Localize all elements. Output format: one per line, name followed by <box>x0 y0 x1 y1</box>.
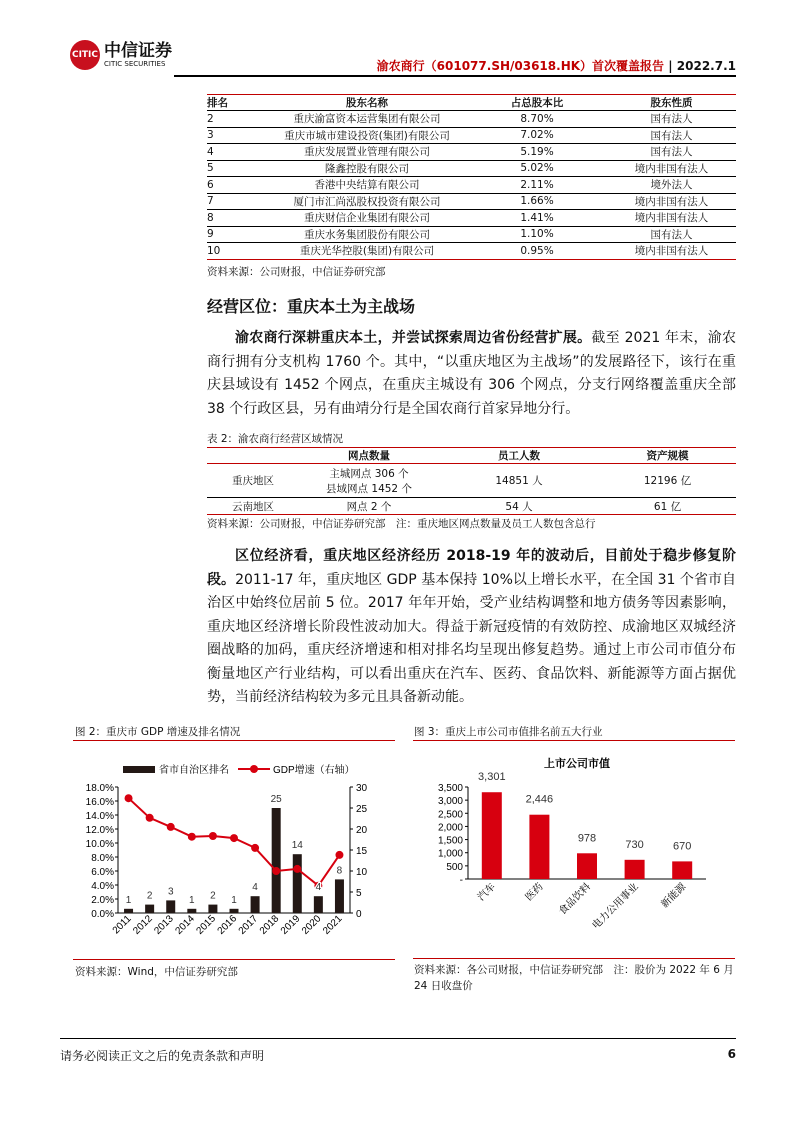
rank-bar <box>251 896 260 913</box>
table2-source: 资料来源：公司财报，中信证券研究部 注：重庆地区网点数量及员工人数包含总行 <box>207 518 596 530</box>
col-header: 占总股本比 <box>467 95 607 111</box>
y-tick-label: 12.0% <box>85 825 114 836</box>
rank-bar <box>187 909 196 913</box>
market-cap-chart <box>413 742 735 956</box>
gdp-point <box>125 794 133 802</box>
data-label: 2,446 <box>525 793 554 806</box>
outlet-line: 县域网点 1452 个 <box>326 482 412 495</box>
data-label: 730 <box>625 838 644 851</box>
col-header: 网点数量 <box>299 448 439 464</box>
y-tick-label: 6.0% <box>91 867 114 878</box>
y-tick-label: 4.0% <box>91 881 114 892</box>
table-cell: 厦门市汇尚泓股权投资有限公司 <box>267 193 467 210</box>
table-cell: 重庆发展置业管理有限公司 <box>267 144 467 161</box>
table-cell: 重庆光华控股(集团)有限公司 <box>267 243 467 260</box>
table-cell: 境内非国有法人 <box>607 193 736 210</box>
table-cell: 3 <box>207 127 267 144</box>
y-tick-label: 2,000 <box>437 822 463 834</box>
rank-bar <box>124 909 133 913</box>
staff: 54 人 <box>439 498 599 515</box>
rank-bar <box>314 896 323 913</box>
y2-tick-label: 20 <box>356 825 368 836</box>
rank-label: 1 <box>125 894 132 906</box>
y-tick-label: 18.0% <box>85 783 114 794</box>
report-title-text: 渝农商行（601077.SH/03618.HK）首次覆盖报告 <box>376 59 665 73</box>
disclaimer: 请务必阅读正文之后的免责条款和声明 <box>60 1049 265 1063</box>
report-title <box>377 57 736 74</box>
x-tick-label: 2021 <box>321 913 345 937</box>
table-row <box>207 193 736 210</box>
chart2-title: 图 3：重庆上市公司市值排名前五大行业 <box>414 726 603 738</box>
col-header: 排名 <box>207 95 267 111</box>
gdp-point <box>335 851 343 859</box>
table-cell: 重庆水务集团股份有限公司 <box>267 226 467 243</box>
rank-label: 4 <box>315 882 322 894</box>
y-tick-label: 3,500 <box>437 783 463 794</box>
table-cell: 1.66% <box>467 193 607 210</box>
header-divider <box>174 75 736 77</box>
y-tick-label: - <box>459 875 463 886</box>
market-cap-bar <box>482 792 502 879</box>
table-cell: 国有法人 <box>607 226 736 243</box>
divider <box>73 740 395 741</box>
gdp-point <box>230 834 238 842</box>
x-tick-label: 2019 <box>278 913 303 937</box>
table-row <box>207 160 736 177</box>
table-cell: 10 <box>207 243 267 260</box>
gdp-point <box>209 832 217 840</box>
outlet-line: 主城网点 306 个 <box>329 467 409 480</box>
rank-bar <box>335 879 344 913</box>
col-header: 资产规模 <box>599 448 736 464</box>
table2-caption: 表 2：渝农商行经营区域情况 <box>207 433 344 445</box>
assets: 12196 亿 <box>599 464 736 498</box>
chart-subtitle: 上市公司市值 <box>544 758 610 770</box>
rank-bar <box>230 909 239 913</box>
para-lead: 区位经济看，重庆地区经济经历 2018-19 年的波动后，目前处于稳步修复阶段。 <box>207 548 736 588</box>
rank-bar <box>166 900 175 913</box>
shareholder-table <box>207 94 736 260</box>
logo <box>70 40 172 70</box>
x-tick-label: 2017 <box>236 913 261 937</box>
para-body: 截至 2021 年末，渝农商行拥有分支机构 1760 个。其中，“以重庆地区为主战场”的发展路径下，该行在重庆县域设有 1452 个网点，在重庆主城设有 306 个网点，分支行网络覆盖重庆全部 38 个行政区县，另有曲靖分行是全国农商行首家异地分行。 <box>207 330 737 417</box>
region: 重庆地区 <box>207 464 299 498</box>
footer-divider <box>60 1038 736 1039</box>
divider <box>73 959 395 960</box>
region-table <box>207 447 736 515</box>
chart1-source: 资料来源：Wind，中信证券研究部 <box>75 966 238 978</box>
table-row <box>207 464 736 498</box>
y-tick-label: 8.0% <box>91 853 114 864</box>
legend-label: GDP增速（右轴） <box>273 765 355 776</box>
table-row <box>207 127 736 144</box>
table-cell: 境内非国有法人 <box>607 160 736 177</box>
table-cell: 5.02% <box>467 160 607 177</box>
gdp-point <box>293 865 301 873</box>
table-cell: 国有法人 <box>607 144 736 161</box>
x-tick-label: 新能源 <box>659 881 689 911</box>
x-tick-label: 电力公用事业 <box>590 881 641 932</box>
rank-label: 4 <box>252 882 258 894</box>
table-cell: 重庆渝富资本运营集团有限公司 <box>267 111 467 128</box>
legend-bar-swatch <box>123 766 155 773</box>
table-cell: 7 <box>207 193 267 210</box>
table-row <box>207 144 736 161</box>
page-number: 6 <box>727 1047 736 1061</box>
market-cap-bar <box>625 860 645 879</box>
y-tick-label: 2.0% <box>91 895 114 906</box>
col-header: 股东名称 <box>267 95 467 111</box>
table-cell: 境内非国有法人 <box>607 243 736 260</box>
table-cell: 0.95% <box>467 243 607 260</box>
gdp-point <box>146 814 154 822</box>
x-tick-label: 2014 <box>173 913 197 937</box>
table-cell: 国有法人 <box>607 127 736 144</box>
rank-label: 25 <box>270 794 282 805</box>
gdp-point <box>167 823 175 831</box>
legend-label: 省市自治区排名 <box>159 765 229 776</box>
y-tick-label: 10.0% <box>85 839 114 850</box>
col-header: 股东性质 <box>607 95 736 111</box>
divider <box>413 740 735 741</box>
table-cell: 8.70% <box>467 111 607 128</box>
table-cell: 9 <box>207 226 267 243</box>
rank-label: 14 <box>291 840 303 852</box>
chart2-source: 资料来源：各公司财报，中信证券研究部 注：股价为 2022 年 6 月 24 日收盘价 <box>414 964 734 992</box>
x-tick-label: 2016 <box>215 913 240 937</box>
table-cell: 境内非国有法人 <box>607 210 736 227</box>
table-cell: 6 <box>207 177 267 194</box>
table-cell: 8 <box>207 210 267 227</box>
rank-label: 2 <box>146 890 153 902</box>
rank-bar <box>293 854 302 913</box>
y2-tick-label: 10 <box>356 867 368 878</box>
table-row <box>207 226 736 243</box>
rank-bar <box>208 905 217 913</box>
chart1-title: 图 2：重庆市 GDP 增速及排名情况 <box>75 726 241 738</box>
para-body: 2011-17 年，重庆地区 GDP 基本保持 10%以上增长水平，在全国 31 个省市自治区中始终位居前 5 位。2017 年年开始，受产业结构调整和地方债务等因素影响，重庆地区经济增长阶段性波动加大。得益于新冠疫情的有效防控、成渝地区双城经济圈战略的加码，重庆经济增速和相对排名均呈现出修复趋势。通过上市公司市值分布衡量地区产行业结构，可以看出重庆在汽车、医药、食品饮料、新能源等方面占据优势，当前经济结构较为多元且具备新动能。 <box>207 571 737 705</box>
legend-marker <box>250 765 258 773</box>
gdp-point <box>272 867 280 875</box>
x-tick-label: 医药 <box>523 881 546 904</box>
rank-label: 3 <box>167 886 174 898</box>
table-cell: 5.19% <box>467 144 607 161</box>
y-tick-label: 2,500 <box>437 809 463 821</box>
section-title: 经营区位：重庆本土为主战场 <box>207 297 416 316</box>
y-tick-label: 500 <box>446 861 463 873</box>
table-cell: 2 <box>207 111 267 128</box>
gdp-point <box>251 844 259 852</box>
region: 云南地区 <box>207 498 299 515</box>
y2-tick-label: 15 <box>356 846 368 857</box>
staff: 14851 人 <box>439 464 599 498</box>
paragraph-1 <box>207 327 736 421</box>
y-tick-label: 16.0% <box>85 797 114 808</box>
table-cell: 5 <box>207 160 267 177</box>
x-tick-label: 食品饮料 <box>557 881 594 918</box>
outlets <box>299 464 439 498</box>
logo-text: 中信证券 <box>104 41 172 61</box>
y-tick-label: 1,000 <box>437 848 463 860</box>
y2-tick-label: 25 <box>356 804 368 815</box>
data-label: 3,301 <box>478 771 506 784</box>
x-tick-label: 2011 <box>110 913 134 937</box>
outlets: 网点 2 个 <box>299 498 439 515</box>
table-cell: 1.41% <box>467 210 607 227</box>
citic-logo-icon: CITIC <box>70 40 100 70</box>
divider <box>413 958 735 959</box>
y-tick-label: 0.0% <box>91 909 114 920</box>
table-cell: 香港中央结算有限公司 <box>267 177 467 194</box>
table-row <box>207 210 736 227</box>
logo-en: CITIC SECURITIES <box>104 60 166 68</box>
y2-tick-label: 30 <box>356 783 368 794</box>
market-cap-bar <box>529 815 549 879</box>
y-tick-label: 1,500 <box>437 835 463 847</box>
rank-label: 8 <box>336 865 343 877</box>
table-cell: 7.02% <box>467 127 607 144</box>
table-cell: 4 <box>207 144 267 161</box>
y-tick-label: 14.0% <box>85 811 114 822</box>
x-tick-label: 2018 <box>257 913 282 937</box>
table-cell: 重庆市城市建设投资(集团)有限公司 <box>267 127 467 144</box>
rank-bar <box>272 808 281 913</box>
table-row <box>207 177 736 194</box>
x-tick-label: 2020 <box>299 913 324 937</box>
paragraph-2 <box>207 545 736 710</box>
market-cap-bar <box>672 861 692 879</box>
rank-label: 1 <box>189 894 195 906</box>
assets: 61 亿 <box>599 498 736 515</box>
y2-tick-label: 5 <box>356 888 362 899</box>
gdp-chart <box>73 742 395 957</box>
table-cell: 重庆财信企业集团有限公司 <box>267 210 467 227</box>
table-row <box>207 243 736 260</box>
col-header: 员工人数 <box>439 448 599 464</box>
table-cell: 2.11% <box>467 177 607 194</box>
table-cell: 1.10% <box>467 226 607 243</box>
table1-source: 资料来源：公司财报，中信证券研究部 <box>207 266 386 278</box>
para-lead: 渝农商行深耕重庆本土，并尝试探索周边省份经营扩展。 <box>235 330 592 346</box>
table-row <box>207 498 736 515</box>
rank-label: 2 <box>210 890 216 902</box>
x-tick-label: 汽车 <box>476 881 498 904</box>
rank-label: 1 <box>231 894 237 906</box>
y2-tick-label: 0 <box>356 909 362 920</box>
table-cell: 隆鑫控股有限公司 <box>267 160 467 177</box>
report-date: | 2022.7.1 <box>668 59 736 73</box>
x-tick-label: 2013 <box>152 913 176 937</box>
x-tick-label: 2012 <box>131 913 155 937</box>
y-tick-label: 3,000 <box>437 796 463 808</box>
table-row <box>207 111 736 128</box>
x-tick-label: 2015 <box>194 913 219 937</box>
data-label: 978 <box>577 832 597 845</box>
market-cap-bar <box>577 853 597 879</box>
table-cell: 国有法人 <box>607 111 736 128</box>
data-label: 670 <box>673 840 692 853</box>
rank-bar <box>145 905 154 913</box>
table-cell: 境外法人 <box>607 177 736 194</box>
gdp-point <box>188 833 196 841</box>
